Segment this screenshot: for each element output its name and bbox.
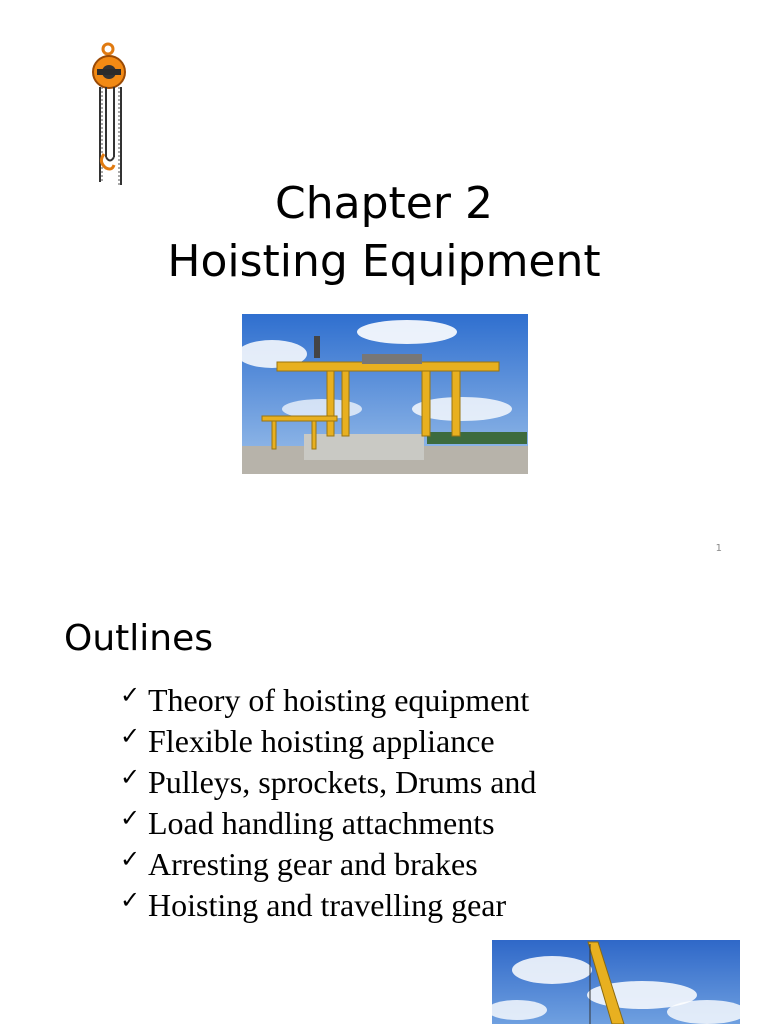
- slide-title-line-2: Hoisting Equipment: [167, 236, 601, 287]
- list-item: [120, 885, 536, 926]
- list-item: [120, 680, 536, 721]
- slide-title-line-1: Chapter 2: [275, 178, 493, 229]
- list-item-text: Load handling attachments: [148, 805, 495, 841]
- list-item-text: Hoisting and travelling gear: [148, 887, 507, 923]
- check-icon: ✓: [120, 681, 141, 709]
- check-icon: ✓: [120, 763, 141, 791]
- check-icon: ✓: [120, 845, 141, 873]
- list-item: [120, 803, 536, 844]
- gantry-crane-photo: [242, 314, 528, 474]
- chain-hoist-icon: [88, 42, 132, 187]
- list-item-text: Flexible hoisting appliance: [148, 723, 495, 759]
- mobile-crane-photo: [492, 940, 740, 1024]
- check-icon: ✓: [120, 722, 141, 750]
- check-icon: ✓: [120, 886, 141, 914]
- outline-list: [120, 680, 536, 926]
- list-item-text: Pulleys, sprockets, Drums and: [148, 764, 537, 800]
- list-item: [120, 721, 536, 762]
- list-item: [120, 762, 536, 803]
- check-icon: ✓: [120, 804, 141, 832]
- slide-page-number: 1: [715, 543, 722, 554]
- list-item-text: Theory of hoisting equipment: [148, 682, 530, 718]
- outline-heading: Outlines: [64, 618, 213, 659]
- list-item: [120, 844, 536, 885]
- list-item-text: Arresting gear and brakes: [148, 846, 478, 882]
